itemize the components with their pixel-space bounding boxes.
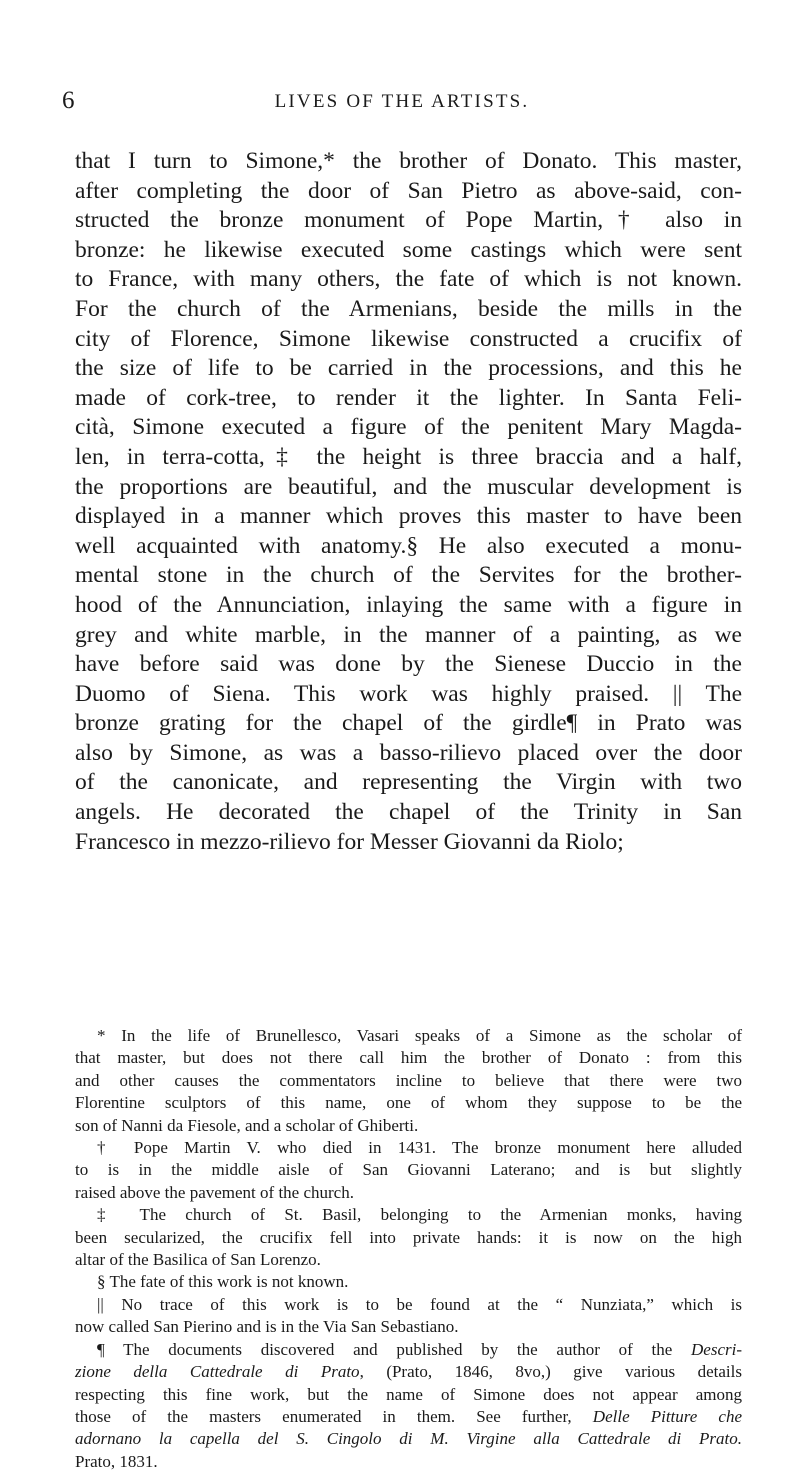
footnote-italic-title: Delle Pitture che [592,1406,742,1426]
footnote-line: that master, but does not there call him the brother of Donato : from this [75,1048,742,1068]
footnote-italic-title: Descri- [691,1339,743,1359]
footnote-line [75,1428,742,1450]
footnote-line: to is in the middle aisle of San Giovanni Laterano; and is but slightly [75,1160,742,1180]
body-line: after completing the door of San Pietro as above-said, con- [75,177,742,204]
body-line: made of cork-tree, to render it the lighter. In Santa Feli- [75,384,742,411]
body-text [75,147,742,857]
footnote-line: respecting this fine work, but the name of Simone does not appear among [75,1384,742,1404]
footnote-line [75,1339,742,1361]
body-line: mental stone in the church of the Servites for the brother- [75,562,742,589]
body-line: the size of life to be carried in the processions, and this he [75,355,742,382]
body-line: grey and white marble, in the manner of a painting, as we [75,621,742,648]
footnote-line: || No trace of this work is to be found at the “ Nunziata,” which is [97,1294,742,1314]
body-line: displayed in a manner which proves this master to have been [75,503,742,530]
body-line: cità, Simone executed a figure of the penitent Mary Magda- [75,414,742,441]
body-line: also by Simone, as was a basso-rilievo placed over the door [75,739,742,766]
body-line: to France, with many others, the fate of which is not known. [75,266,742,293]
body-line: bronze: he likewise executed some castings which were sent [75,236,742,263]
body-line: Francesco in mezzo-rilievo for Messer Giovanni da Riolo; [75,828,624,855]
footnote-line: been secularized, the crucifix fell into private hands: it is now on the high [75,1227,742,1247]
footnote-line: altar of the Basilica of San Lorenzo. [75,1250,321,1270]
footnotes [75,1025,742,1473]
body-line: the proportions are beautiful, and the muscular development is [75,473,742,500]
footnote-line: and other causes the commentators incline to believe that there were two [75,1070,742,1090]
body-line: hood of the Annunciation, inlaying the same with a figure in [75,591,742,618]
footnote-text: ¶ The documents discovered and published by the author of the [97,1339,673,1359]
running-title: LIVES OF THE ARTISTS. [274,91,530,112]
body-line: structed the bronze monument of Pope Martin,† also in [75,207,742,234]
footnote-line: Florentine sculptors of this name, one of whom they suppose to be the [75,1093,742,1113]
body-line: well acquainted with anatomy.§ He also executed a monu- [75,532,742,559]
footnote-italic-title: zione della Cattedrale di Prato [75,1362,360,1382]
body-line: Duomo of Siena. This work was highly praised. || The [75,680,742,707]
footnote-line: * In the life of Brunellesco, Vasari speaks of a Simone as the scholar of [97,1026,742,1045]
footnote-italic-title: adornano la capella del S. Cingolo di M. Virgine alla Cattedrale di Prato. [75,1429,742,1449]
footnote-line: § The fate of this work is not known. [97,1272,349,1292]
body-line: that I turn to Simone,* the brother of Donato. This master, [75,148,742,174]
body-line: have before said was done by the Sienese Duccio in the [75,651,742,678]
footnote-line: raised above the pavement of the church. [75,1182,354,1202]
footnote-line: ‡ The church of St. Basil, belonging to the Armenian monks, having [97,1205,742,1225]
body-line: len, in terra-cotta,‡ the height is three braccia and a half, [75,443,742,470]
body-line: For the church of the Armenians, beside the mills in the [75,295,742,322]
footnote-line [75,1406,742,1428]
body-line: of the canonicate, and representing the Virgin with two [75,769,742,796]
running-head [62,86,742,116]
footnote-line [75,1361,742,1383]
body-line: bronze grating for the chapel of the girdle¶ in Prato was [75,710,742,737]
footnote-line: † Pope Martin V. who died in 1431. The bronze monument here alluded [97,1138,742,1158]
footnote-text: those of the masters enumerated in them. See further, [75,1406,572,1426]
body-line: city of Florence, Simone likewise constructed a crucifix of [75,325,742,352]
footnote-line: now called San Pierino and is in the Via San Sebastiano. [75,1317,459,1337]
footnote-line: son of Nanni da Fiesole, and a scholar of Ghiberti. [75,1115,419,1135]
footnote-line: Prato, 1831. [75,1451,158,1471]
footnote-text: , (Prato, 1846, 8vo,) give various details [359,1362,742,1382]
page-number: 6 [62,87,75,114]
body-line: angels. He decorated the chapel of the Trinity in San [75,799,742,826]
